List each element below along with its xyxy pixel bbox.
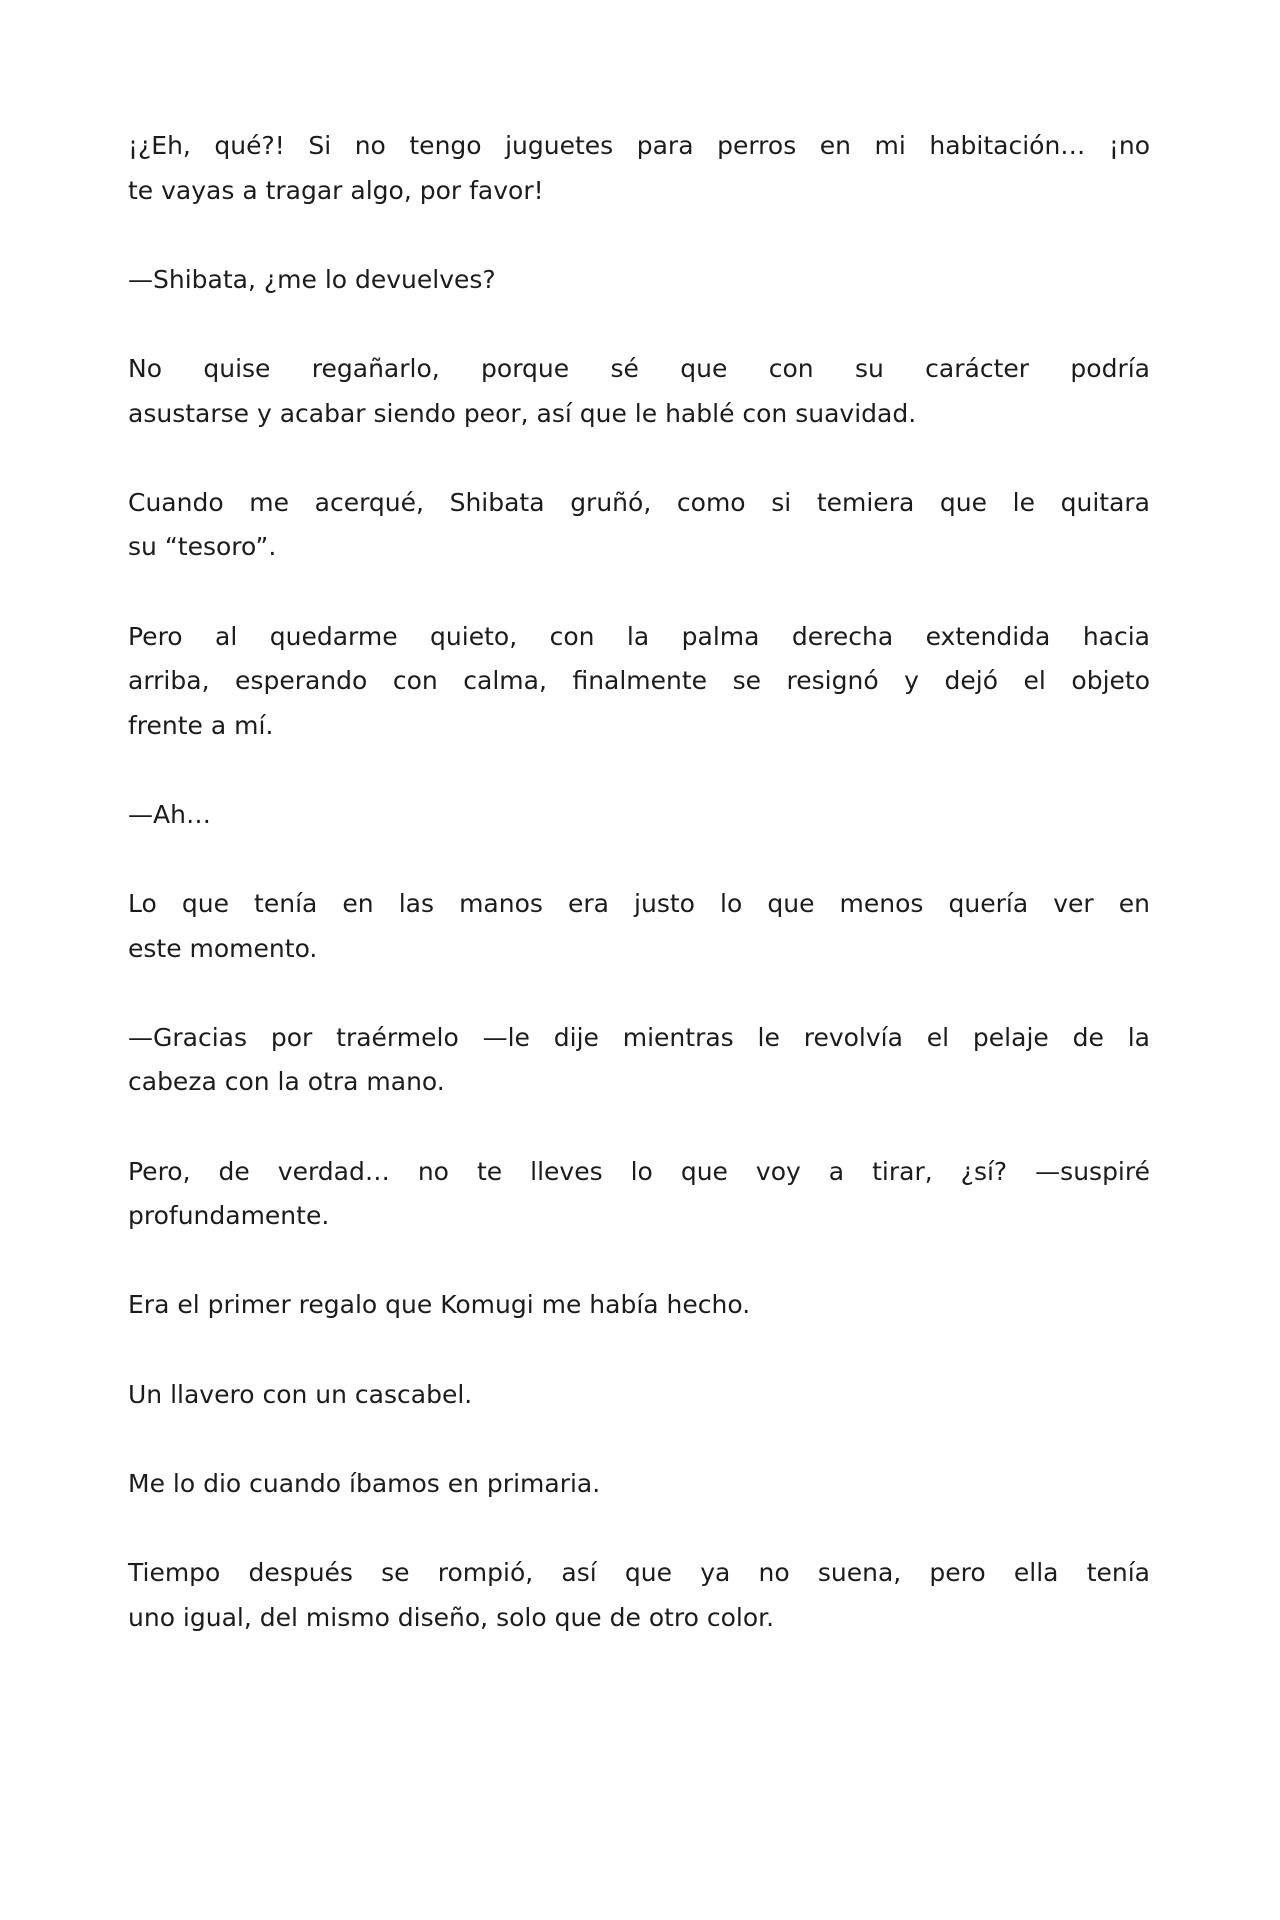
text-line: este momento. <box>128 933 318 963</box>
text-line: Era el primer regalo que Komugi me había hecho. <box>128 1290 751 1320</box>
text-line: —Gracias por traérmelo —le dije mientras le revolvía el pelaje de la <box>128 1022 1150 1052</box>
text-line: te vayas a tragar algo, por favor! <box>128 175 544 205</box>
text-line: No quise regañarlo, porque sé que con su carácter podría <box>128 353 1150 383</box>
text-line: cabeza con la otra mano. <box>128 1067 445 1097</box>
text-line: Un llavero con un cascabel. <box>128 1379 473 1409</box>
document-page <box>128 124 1150 1685</box>
paragraph <box>128 124 1150 213</box>
text-line: uno igual, del mismo diseño, solo que de otro color. <box>128 1602 775 1632</box>
paragraph <box>128 882 1150 971</box>
paragraph <box>128 1462 1150 1507</box>
text-line: asustarse y acabar siendo peor, así que le hablé con suavidad. <box>128 398 917 428</box>
text-line: —Shibata, ¿me lo devuelves? <box>128 264 496 294</box>
paragraph <box>128 793 1150 838</box>
paragraph <box>128 1283 1150 1328</box>
text-line: Me lo dio cuando íbamos en primaria. <box>128 1468 601 1498</box>
text-line: ¡¿Eh, qué?! Si no tengo juguetes para perros en mi habitación… ¡no <box>128 131 1150 160</box>
text-line: Tiempo después se rompió, así que ya no suena, pero ella tenía <box>128 1558 1150 1587</box>
text-line: su “tesoro”. <box>128 532 277 562</box>
paragraph <box>128 1373 1150 1418</box>
paragraph <box>128 258 1150 303</box>
text-line: frente a mí. <box>128 710 274 740</box>
text-line: Pero al quedarme quieto, con la palma derecha extendida hacia <box>128 621 1150 651</box>
text-line: Lo que tenía en las manos era justo lo que menos quería ver en <box>128 889 1150 919</box>
paragraph <box>128 347 1150 436</box>
text-line: —Ah… <box>128 799 211 829</box>
text-line: Cuando me acerqué, Shibata gruñó, como si temiera que le quitara <box>128 487 1150 517</box>
text-line: Pero, de verdad… no te lleves lo que voy a tirar, ¿sí? —suspiré <box>128 1156 1150 1186</box>
paragraph <box>128 1551 1150 1640</box>
text-line: profundamente. <box>128 1201 330 1231</box>
paragraph <box>128 481 1150 570</box>
text-line: arriba, esperando con calma, finalmente se resignó y dejó el objeto <box>128 666 1150 696</box>
paragraph <box>128 1150 1150 1239</box>
paragraph <box>128 615 1150 749</box>
paragraph <box>128 1016 1150 1105</box>
